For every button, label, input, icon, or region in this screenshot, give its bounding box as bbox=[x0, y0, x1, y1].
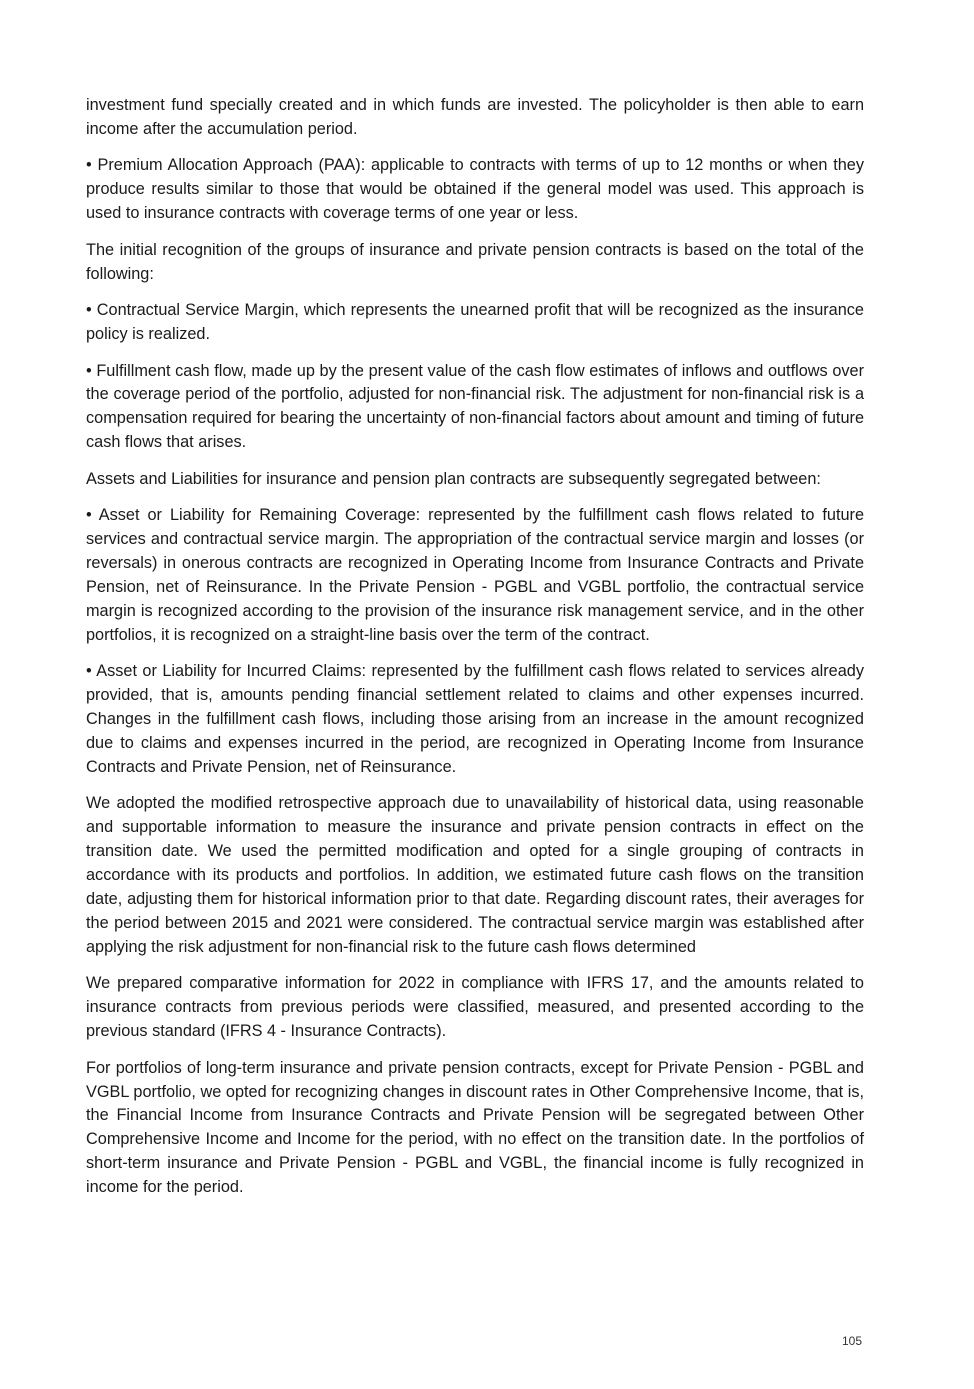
paragraph-discount-rates-portfolios: For portfolios of long-term insurance and private pension contracts, except for Private Pension - PGBL and VGBL portfolio, we opted for recognizing changes in discount rates in Other Comprehensive Income, that is, the Financial Income from Insurance Contracts and Private Pension will be segregated between Other Comprehensive Income and Income for the period, with no effect on the transition date. In the portfolios of short-term insurance and Private Pension - PGBL and VGBL, the financial income is fully recognized in income for the period. bbox=[86, 1058, 864, 1197]
paragraph-modified-retrospective-approach: We adopted the modified retrospective approach due to unavailability of historical data, using reasonable and supportable information to measure the insurance and private pension contracts in effect on the transition date. We used the permitted modification and opted for a single grouping of contracts in accordance with its products and portfolios. In addition, we estimated future cash flows on the transition date, adjusting them for historical information prior to that date. Regarding discount rates, their averages for the period between 2015 and 2021 were considered. The contractual service margin was established after applying the risk adjustment for non-financial risk to the future cash flows determined bbox=[86, 794, 864, 956]
paragraph-investment-fund: investment fund specially created and in which funds are invested. The policyholder is then able to earn income after the accumulation period. bbox=[86, 96, 864, 138]
page-number: 105 bbox=[841, 1334, 862, 1348]
paragraph-contractual-service-margin: • Contractual Service Margin, which represents the unearned profit that will be recognized as the insurance policy is realized. bbox=[86, 301, 864, 344]
paragraph-premium-allocation-approach: • Premium Allocation Approach (PAA): applicable to contracts with terms of up to 12 months or when they produce results similar to those that would be obtained if the general model was used. This approach is used to insurance contracts with coverage terms of one year or less. bbox=[86, 156, 864, 223]
paragraph-comparative-information: We prepared comparative information for 2022 in compliance with IFRS 17, and the amounts related to insurance contracts from previous periods were classified, measured, and presented according to the previous standard (IFRS 4 - Insurance Contracts). bbox=[86, 974, 864, 1041]
paragraph-initial-recognition: The initial recognition of the groups of insurance and private pension contracts is based on the total of the following: bbox=[86, 240, 864, 283]
paragraph-fulfillment-cash-flow: • Fulfillment cash flow, made up by the present value of the cash flow estimates of inflows and outflows over the coverage period of the portfolio, adjusted for non-financial risk. The adjustment for non-financial risk is a compensation required for bearing the uncertainty of non-financial factors about amount and timing of future cash flows that arises. bbox=[86, 361, 864, 452]
paragraph-incurred-claims: • Asset or Liability for Incurred Claims: represented by the fulfillment cash flows related to services already provided, that is, amounts pending financial settlement related to claims and other expenses incurred. Changes in the fulfillment cash flows, including those arising from an increase in the amount recognized due to claims and expenses incurred in the period, are recognized in Operating Income from Insurance Contracts and Private Pension, net of Reinsurance. bbox=[86, 662, 864, 776]
document-body bbox=[86, 94, 864, 1213]
paragraph-assets-liabilities-segregation: Assets and Liabilities for insurance and pension plan contracts are subsequently segregated between: bbox=[86, 469, 821, 488]
paragraph-remaining-coverage: • Asset or Liability for Remaining Coverage: represented by the fulfillment cash flows related to future services and contractual service margin. The appropriation of the contractual service margin and losses (or reversals) in onerous contracts are recognized in Operating Income from Insurance Contracts and Private Pension, net of Reinsurance. In the Private Pension - PGBL and VGBL portfolio, the contractual service margin is recognized according to the provision of the insurance risk management service, and in the other portfolios, it is recognized on a straight-line basis over the term of the contract. bbox=[86, 506, 864, 644]
